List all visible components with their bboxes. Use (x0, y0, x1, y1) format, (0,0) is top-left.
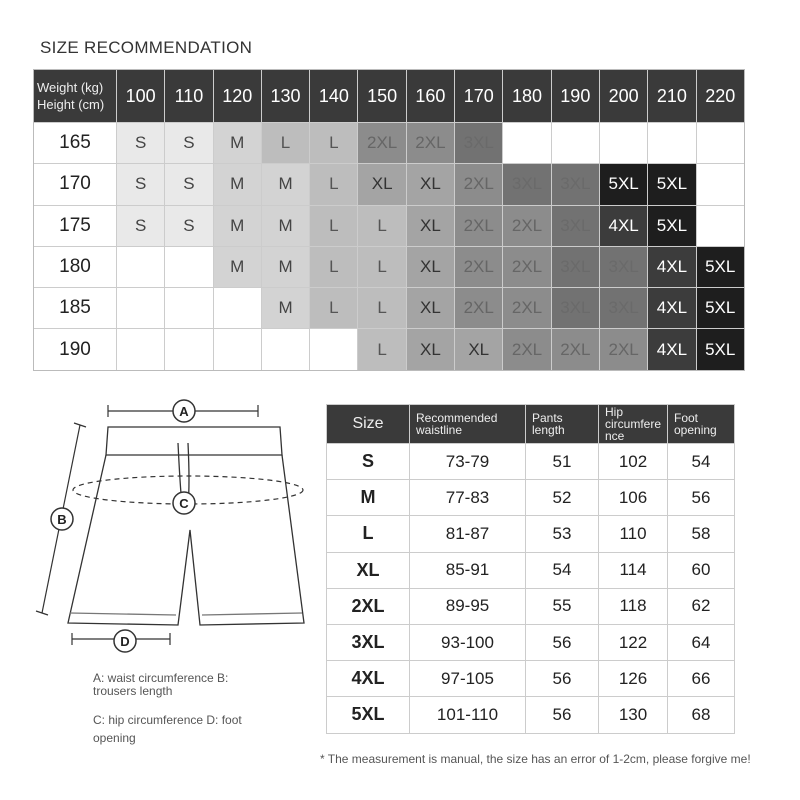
size-measurement-table (326, 404, 735, 734)
measurement-cell: 102 (599, 444, 667, 479)
header-text: opening (674, 423, 717, 437)
size-cell: 4XL (648, 288, 695, 328)
size-cell: 2XL (503, 288, 550, 328)
size-label-cell: 4XL (327, 661, 409, 696)
measurement-cell: 56 (668, 480, 734, 515)
measurement-cell: 118 (599, 589, 667, 624)
weight-axis-label: Weight (kg) (37, 80, 104, 95)
measurement-cell: 101-110 (410, 697, 525, 732)
height-row-label: 190 (34, 329, 116, 369)
table-column-header (410, 405, 525, 443)
measurement-cell: 54 (526, 553, 598, 588)
measurement-cell: 68 (668, 697, 734, 732)
weight-header: 220 (697, 70, 744, 122)
size-cell: 5XL (648, 206, 695, 246)
height-row-label: 175 (34, 206, 116, 246)
size-cell: L (310, 123, 357, 163)
size-cell: XL (407, 329, 454, 369)
size-label-cell: 2XL (327, 589, 409, 624)
size-cell: M (214, 247, 261, 287)
size-cell (117, 288, 164, 328)
measurement-footnote: * The measurement is manual, the size has an error of 1-2cm, please forgive me! (320, 752, 751, 766)
size-cell: L (358, 329, 405, 369)
size-cell (310, 329, 357, 369)
measurement-cell: 122 (599, 625, 667, 660)
size-cell: 5XL (697, 247, 744, 287)
table-column-header (668, 405, 734, 443)
weight-header: 180 (503, 70, 550, 122)
weight-header: 190 (552, 70, 599, 122)
header-text: Recommended (416, 411, 498, 425)
weight-header: 110 (165, 70, 212, 122)
size-cell: 2XL (455, 206, 502, 246)
size-cell: 3XL (455, 123, 502, 163)
weight-header: 200 (600, 70, 647, 122)
size-cell (165, 329, 212, 369)
size-cell (165, 288, 212, 328)
measurement-cell: 60 (668, 553, 734, 588)
weight-header: 150 (358, 70, 405, 122)
weight-header: 100 (117, 70, 164, 122)
size-cell: 3XL (552, 164, 599, 204)
weight-header: 170 (455, 70, 502, 122)
header-text: Size (352, 415, 384, 432)
size-cell: L (310, 206, 357, 246)
header-text: Hip (605, 405, 624, 419)
size-cell: 2XL (455, 164, 502, 204)
size-cell: 5XL (697, 329, 744, 369)
shorts-waistband (106, 427, 282, 455)
measurement-cell: 110 (599, 516, 667, 551)
label-b: B (57, 512, 67, 527)
size-cell: M (214, 164, 261, 204)
size-cell: L (310, 164, 357, 204)
label-d: D (120, 634, 130, 649)
measurement-cell: 56 (526, 697, 598, 732)
measurement-cell: 130 (599, 697, 667, 732)
size-cell: M (262, 247, 309, 287)
size-cell: S (117, 164, 164, 204)
size-cell: 4XL (648, 247, 695, 287)
size-recommendation-grid (33, 69, 745, 371)
size-cell: L (358, 206, 405, 246)
size-cell: S (165, 206, 212, 246)
size-cell (503, 123, 550, 163)
size-cell: 5XL (648, 164, 695, 204)
size-cell: S (165, 164, 212, 204)
table-column-header (599, 405, 667, 443)
table-column-header (526, 405, 598, 443)
size-cell: 4XL (648, 329, 695, 369)
size-label-cell: L (327, 516, 409, 551)
size-cell: XL (407, 288, 454, 328)
weight-header: 120 (214, 70, 261, 122)
size-cell: S (117, 206, 164, 246)
size-cell: 2XL (503, 206, 550, 246)
legend-ab-line1: A: waist circumference B: (93, 671, 229, 685)
size-cell: 4XL (600, 206, 647, 246)
size-cell: L (262, 123, 309, 163)
size-cell (262, 329, 309, 369)
size-cell (697, 164, 744, 204)
size-cell (117, 247, 164, 287)
measurement-cell: 66 (668, 661, 734, 696)
grid-corner-header (34, 70, 116, 122)
size-cell: L (358, 247, 405, 287)
height-row-label: 180 (34, 247, 116, 287)
size-cell: M (262, 164, 309, 204)
legend-ab-line2: trousers length (93, 684, 173, 698)
size-cell (214, 288, 261, 328)
measurement-cell: 56 (526, 625, 598, 660)
size-cell: M (214, 206, 261, 246)
size-cell: 2XL (455, 247, 502, 287)
size-label-cell: M (327, 480, 409, 515)
header-text: nce (605, 429, 625, 443)
measurement-cell: 64 (668, 625, 734, 660)
size-cell: 2XL (600, 329, 647, 369)
size-label-cell: XL (327, 553, 409, 588)
shorts-measurement-diagram (30, 395, 310, 665)
size-cell (165, 247, 212, 287)
size-cell: 3XL (552, 206, 599, 246)
size-cell: XL (358, 164, 405, 204)
size-cell (117, 329, 164, 369)
header-text: waistline (416, 423, 463, 437)
height-axis-label: Height (cm) (37, 97, 105, 112)
weight-header: 160 (407, 70, 454, 122)
size-cell: S (165, 123, 212, 163)
header-text: circumfere (605, 417, 662, 431)
size-cell: 2XL (503, 247, 550, 287)
weight-header: 210 (648, 70, 695, 122)
size-cell (552, 123, 599, 163)
page-title: SIZE RECOMMENDATION (40, 38, 253, 57)
size-cell: 3XL (552, 288, 599, 328)
size-cell: 2XL (503, 329, 550, 369)
legend-cd-line1: C: hip circumference D: foot (93, 713, 242, 727)
legend-note-ab (93, 672, 228, 698)
measurement-cell: 85-91 (410, 553, 525, 588)
size-cell: M (214, 123, 261, 163)
size-cell (600, 123, 647, 163)
measurement-cell: 58 (668, 516, 734, 551)
size-cell: 5XL (600, 164, 647, 204)
measurement-cell: 81-87 (410, 516, 525, 551)
measurement-cell: 54 (668, 444, 734, 479)
size-cell: 3XL (600, 247, 647, 287)
legend-cd-line2: opening (93, 731, 136, 745)
size-cell: 2XL (358, 123, 405, 163)
weight-header: 140 (310, 70, 357, 122)
measurement-cell: 53 (526, 516, 598, 551)
measurement-cell: 73-79 (410, 444, 525, 479)
size-label-cell: S (327, 444, 409, 479)
size-cell: XL (455, 329, 502, 369)
size-cell: S (117, 123, 164, 163)
measurement-cell: 97-105 (410, 661, 525, 696)
header-text: length (532, 423, 565, 437)
size-cell: XL (407, 164, 454, 204)
size-cell: 2XL (455, 288, 502, 328)
measurement-cell: 126 (599, 661, 667, 696)
height-row-label: 185 (34, 288, 116, 328)
height-row-label: 165 (34, 123, 116, 163)
table-column-header (327, 405, 409, 443)
size-cell: L (310, 288, 357, 328)
size-cell: XL (407, 206, 454, 246)
measurement-cell: 52 (526, 480, 598, 515)
size-cell: M (262, 288, 309, 328)
measurement-cell: 114 (599, 553, 667, 588)
size-label-cell: 3XL (327, 625, 409, 660)
size-cell: 2XL (552, 329, 599, 369)
size-cell: L (310, 247, 357, 287)
measurement-cell: 56 (526, 661, 598, 696)
size-label-cell: 5XL (327, 697, 409, 732)
size-cell: M (262, 206, 309, 246)
label-a: A (179, 404, 189, 419)
size-cell (697, 123, 744, 163)
legend-note-cd (93, 711, 242, 747)
measurement-cell: 51 (526, 444, 598, 479)
size-cell (697, 206, 744, 246)
size-cell: 5XL (697, 288, 744, 328)
weight-header: 130 (262, 70, 309, 122)
measurement-cell: 89-95 (410, 589, 525, 624)
size-cell: XL (407, 247, 454, 287)
measurement-cell: 93-100 (410, 625, 525, 660)
measurement-cell: 55 (526, 589, 598, 624)
header-text: Foot (674, 411, 699, 425)
height-row-label: 170 (34, 164, 116, 204)
header-text: Pants (532, 411, 563, 425)
measurement-cell: 62 (668, 589, 734, 624)
size-cell: 2XL (407, 123, 454, 163)
size-cell: 3XL (600, 288, 647, 328)
size-cell (214, 329, 261, 369)
size-cell: L (358, 288, 405, 328)
label-c: C (179, 496, 189, 511)
size-cell (648, 123, 695, 163)
measurement-cell: 106 (599, 480, 667, 515)
measurement-cell: 77-83 (410, 480, 525, 515)
size-cell: 3XL (552, 247, 599, 287)
size-cell: 3XL (503, 164, 550, 204)
